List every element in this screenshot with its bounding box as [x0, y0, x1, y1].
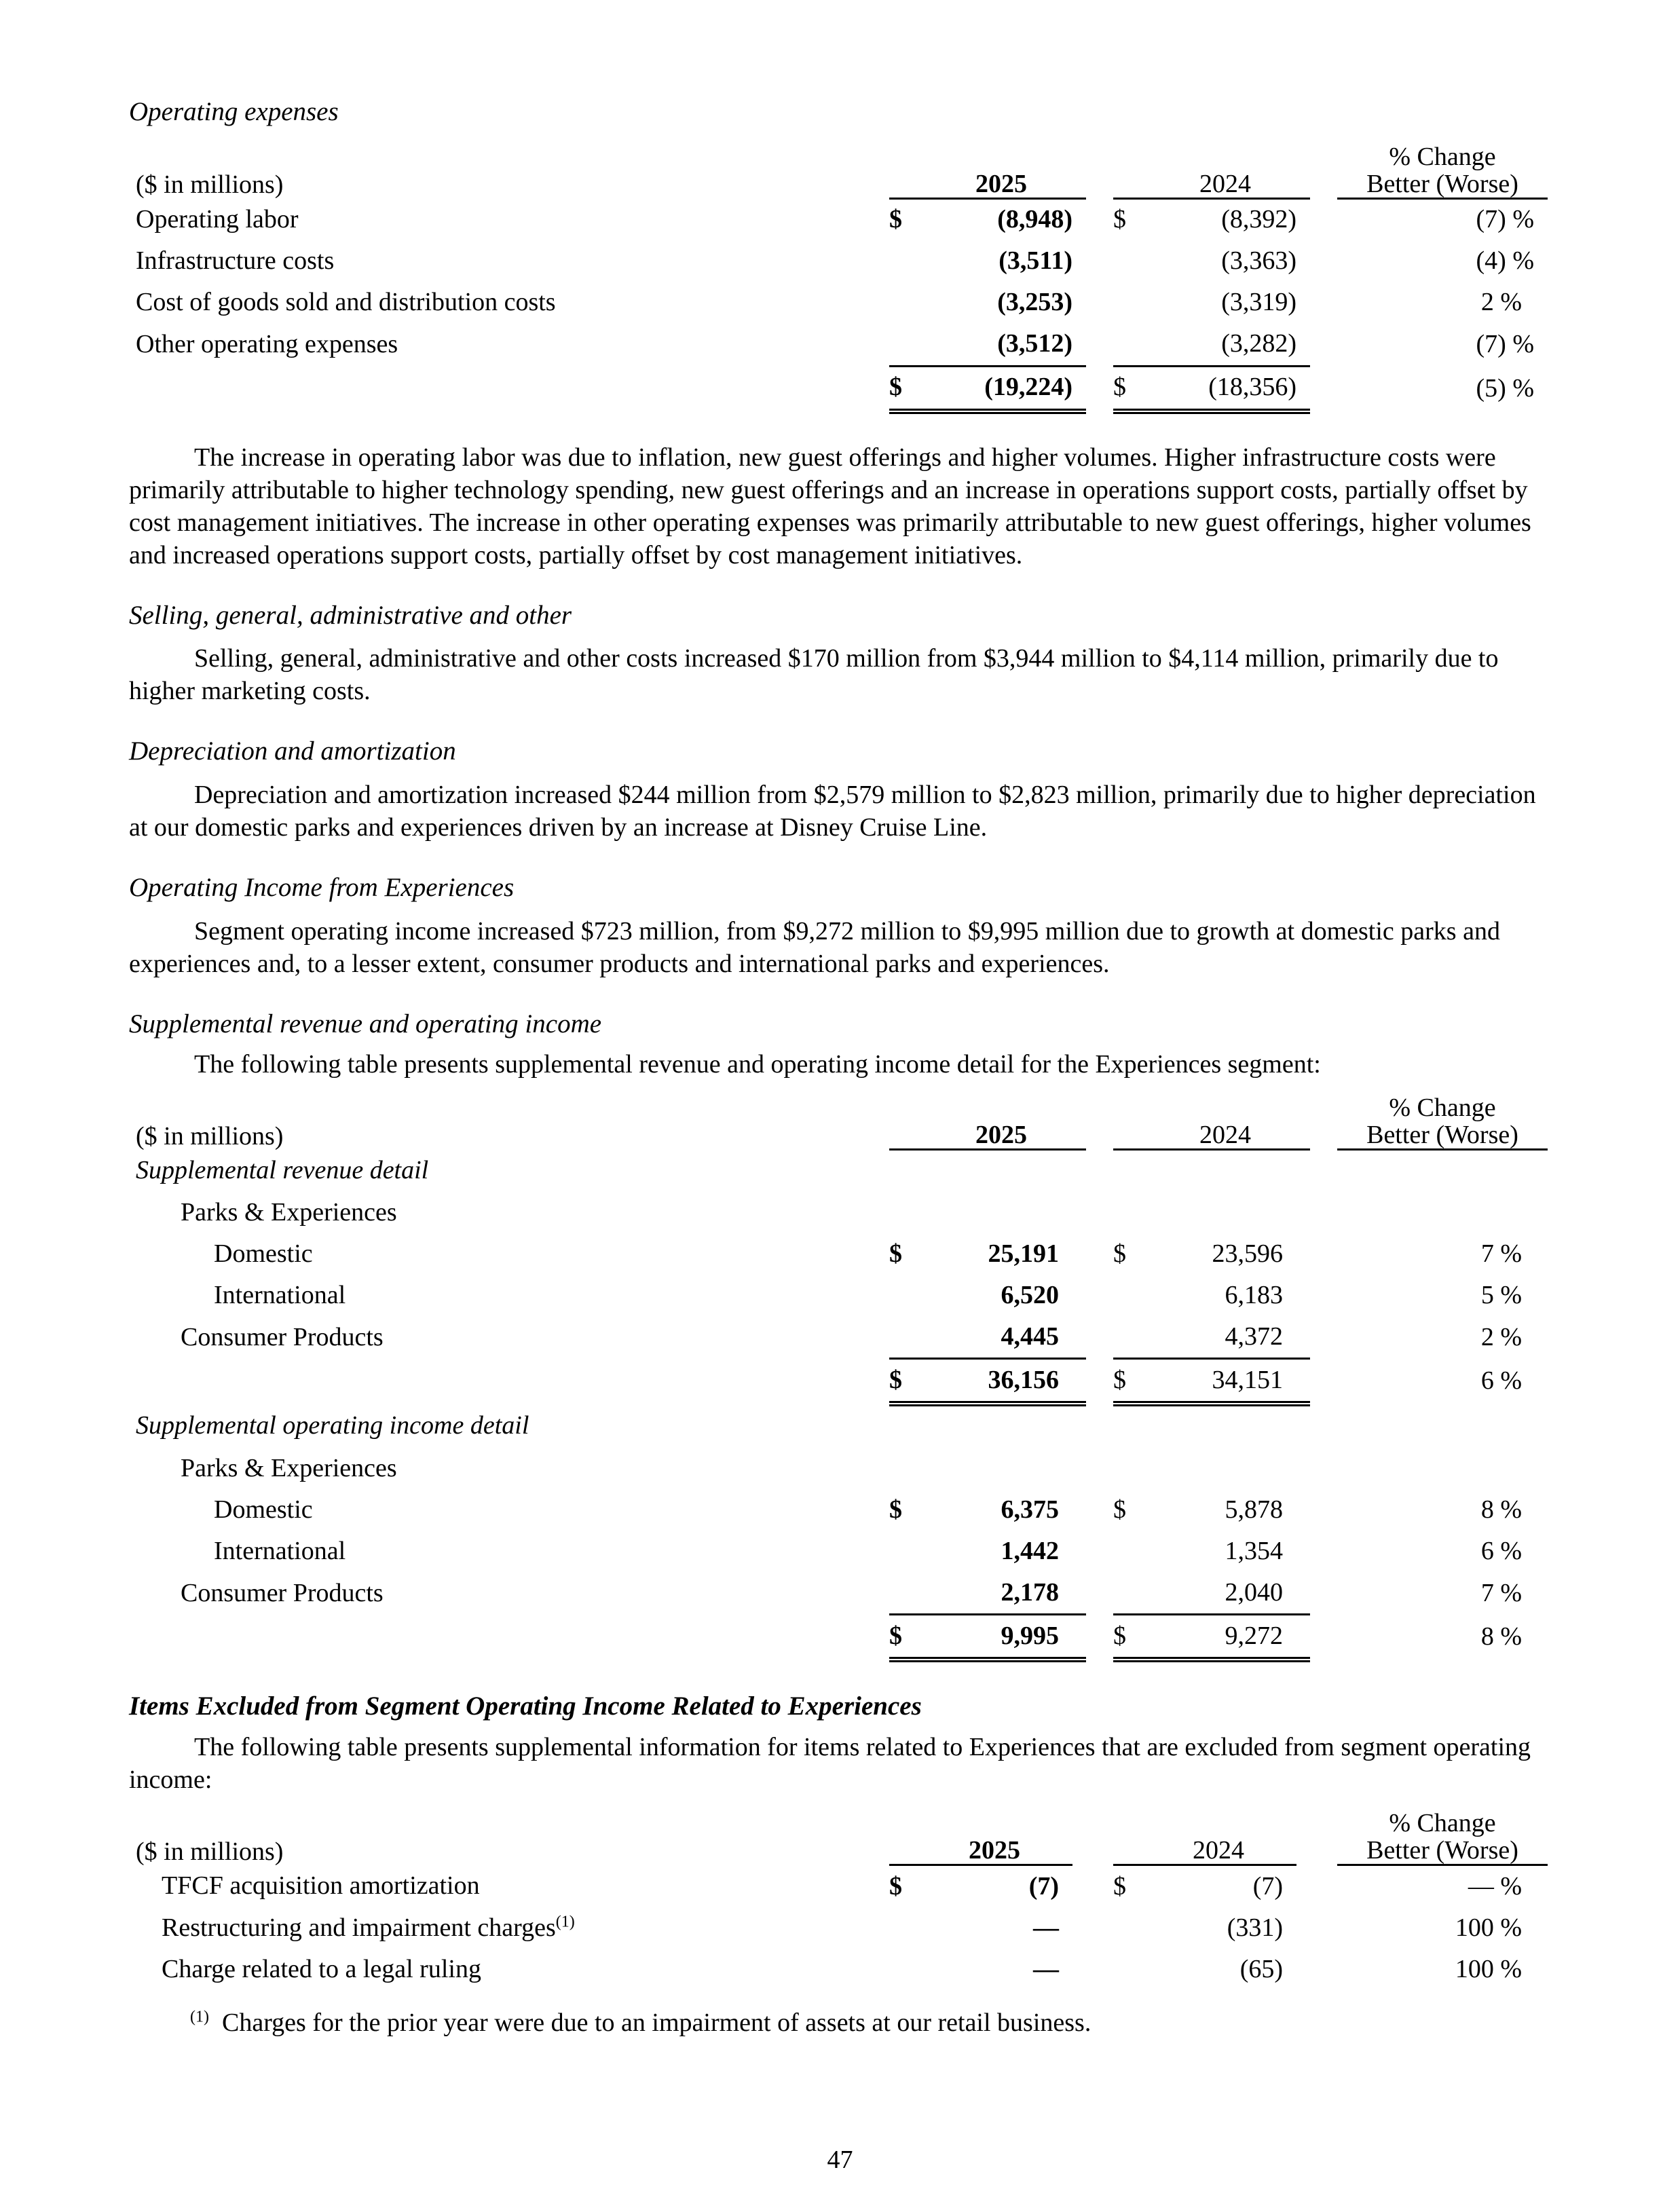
excl-heading: Items Excluded from Segment Operating Income Related to Experiences [129, 1691, 922, 1721]
table-row: International 6,520 6,183 5 % [214, 1281, 1522, 1310]
group-row: Parks & Experiences [181, 1454, 397, 1483]
sga-heading: Selling, general, administrative and other [129, 600, 572, 630]
opex-paragraph: The increase in operating labor was due to inflation, new guest offerings and higher volumes. Higher infrastructure costs were primarily attributable to higher technology spending, new guest offerings and an increase in operations support costs, partially offset by cost management initiatives. The increase in other operating expenses was primarily attributable to new guest offerings, higher volumes and increased operations support costs, partially offset by cost management initiatives. [129, 443, 1531, 569]
table-row: International 1,442 1,354 6 % [214, 1537, 1522, 1566]
oi-paragraph: Segment operating income increased $723 million, from $9,272 million to $9,995 million due to growth at domestic parks and experiences and, to a lesser extent, consumer products and international parks and experiences. [129, 916, 1500, 978]
document-page [129, 95, 1548, 2040]
table-row: Domestic $ 6,375 $ 5,878 8 % [214, 1495, 1522, 1524]
excl-table [129, 1796, 1548, 1990]
section-title-row: Supplemental operating income detail [136, 1411, 529, 1440]
dna-paragraph: Depreciation and amortization increased $244 million from $2,579 million to $2,823 million, primarily due to higher depreciation at our domestic parks and experiences driven by an increase at Disney Cruise Line. [129, 781, 1536, 842]
table-row: Operating labor $ (8,948) $ (8,392) (7) % [136, 204, 1534, 234]
sga-paragraph: Selling, general, administrative and other costs increased $170 million from $3,944 million to $4,114 million, primarily due to higher marketing costs. [129, 644, 1499, 706]
supp-table [129, 1081, 1548, 1662]
supp-heading: Supplemental revenue and operating income [129, 1009, 602, 1039]
table-row: TFCF acquisition amortization $ (7) $ (7) — % [162, 1871, 1522, 1901]
table-row: Infrastructure costs (3,511) (3,363) (4) % [136, 246, 1534, 276]
table-row: Restructuring and impairment charges$^{(1)}$ — (331) 100 % [162, 1913, 1522, 1942]
table-header [129, 130, 1548, 199]
table-total-row: $ 36,156 $ 34,151 6 % [129, 1359, 1548, 1404]
table-total-row: $ (19,224) $ (18,356) (5) % [129, 366, 1548, 411]
year-2024-header: 2024 [1140, 130, 1310, 199]
units-label: ($ in millions) [136, 170, 284, 200]
year-2025-header: 2025 [916, 130, 1086, 199]
page-number: 47 [827, 2146, 853, 2174]
section-title-row: Supplemental revenue detail [136, 1156, 429, 1185]
excl-intro: The following table presents supplemental information for items related to Experiences that are excluded from segment operating income: [129, 1733, 1531, 1795]
table-row: Charge related to a legal ruling — (65) 100 % [162, 1954, 1522, 1983]
footnote: $^{(1)}$ Charges for the prior year were due to an impairment of assets at our retail business. [190, 2008, 1091, 2038]
table-row: Consumer Products 4,445 4,372 2 % [129, 1316, 1548, 1359]
pct-change-header: % Change Better (Worse) [1337, 130, 1548, 199]
supp-intro: The following table presents supplemental revenue and operating income detail for the Experiences segment: [194, 1050, 1321, 1079]
group-row: Parks & Experiences [181, 1198, 397, 1227]
table-header: ($ in millions) 2025 2024 % Change Better (Worse) [129, 1796, 1548, 1865]
dna-heading: Depreciation and amortization [129, 736, 456, 766]
table-total-row: $ 9,995 $ 9,272 8 % [129, 1615, 1548, 1660]
opex-table [129, 130, 1548, 414]
table-row: Other operating expenses (3,512) (3,282) (7) % [129, 324, 1548, 367]
table-header: ($ in millions) 2025 2024 % Change Better (Worse) [129, 1081, 1548, 1150]
footnote-ref: (1) [555, 1913, 575, 1931]
opex-heading: Operating expenses [129, 97, 339, 126]
oi-heading: Operating Income from Experiences [129, 873, 515, 903]
table-row: Cost of goods sold and distribution costs (3,253) (3,319) 2 % [136, 288, 1522, 317]
table-row: Consumer Products 2,178 2,040 7 % [129, 1572, 1548, 1615]
table-row: Domestic $ 25,191 $ 23,596 7 % [214, 1239, 1522, 1269]
